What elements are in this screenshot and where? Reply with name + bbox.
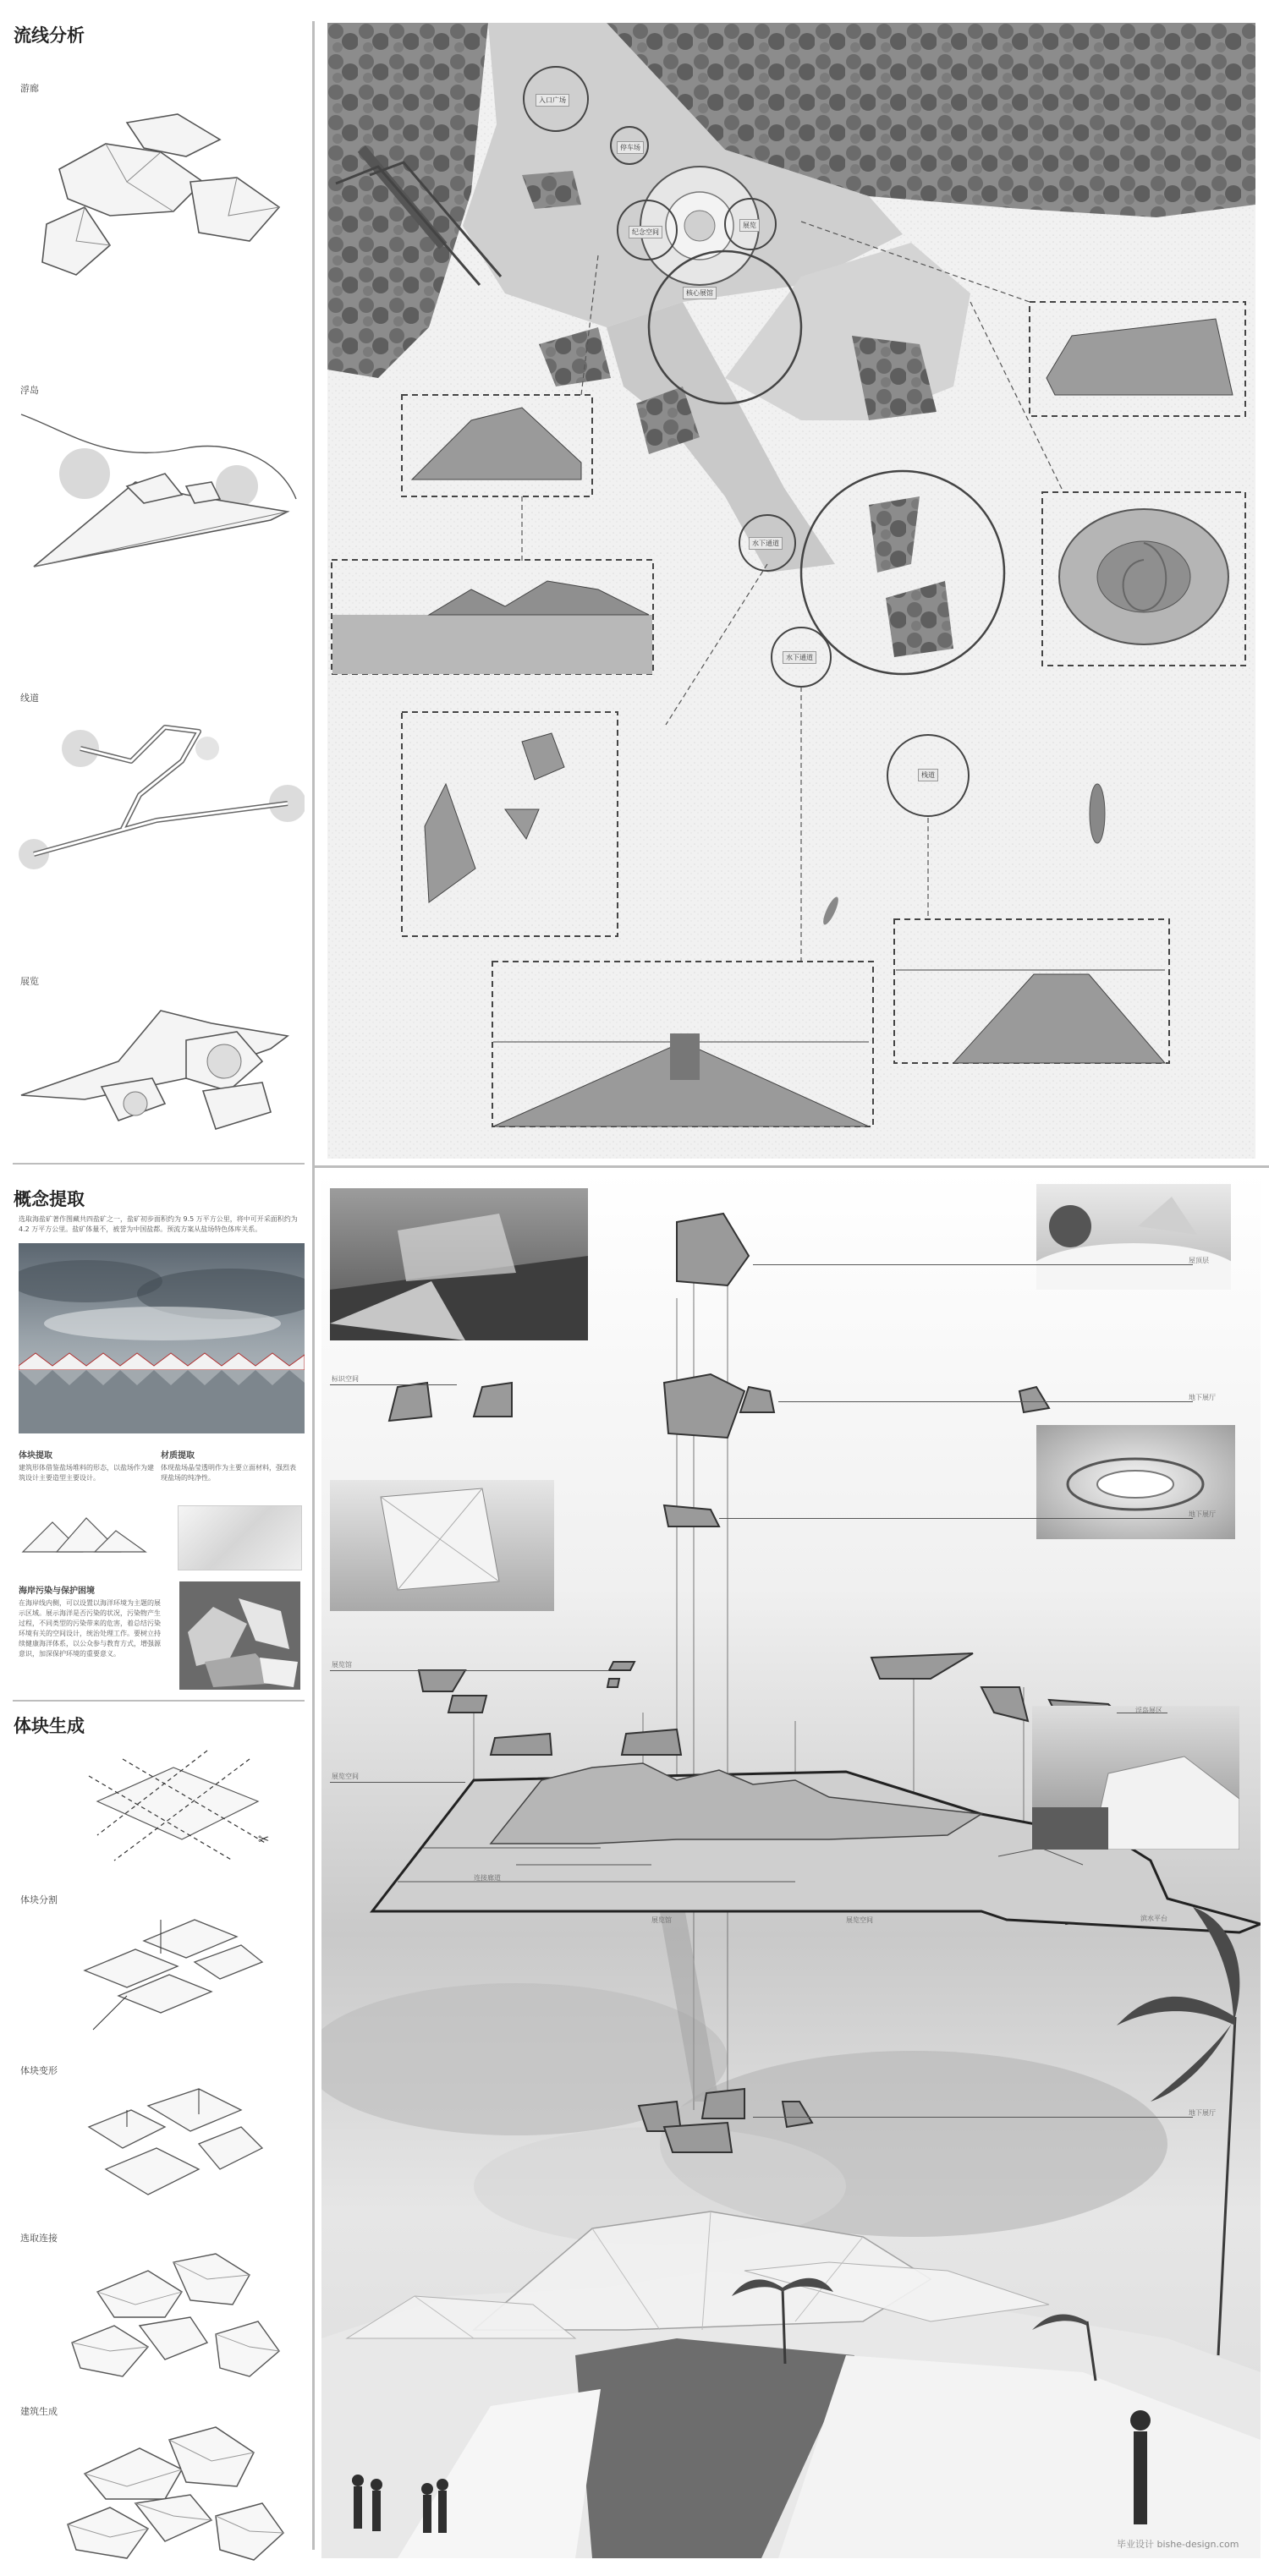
exploded-label-hall-2: 展览馆: [651, 1916, 672, 1924]
watermark: 毕业设计 bishe-design.com: [1117, 2539, 1239, 2550]
exploded-label-identity: 标识空间: [332, 1375, 359, 1383]
label-underwater-channel-2: 水下通道: [783, 651, 816, 664]
label-exhibition: 展览: [739, 219, 760, 232]
left-column-divider: [312, 21, 315, 2550]
label-parking: 停车场: [617, 141, 644, 154]
callout-identity: [330, 1384, 457, 1385]
callout-hall: [330, 1670, 609, 1671]
mass-label-connect: 选取连接: [20, 2233, 58, 2244]
exploded-label-waterfront: 滨水平台: [1140, 1915, 1167, 1922]
inset-photo-dome-interior: [1036, 1425, 1235, 1539]
flow-label-floating-island: 浮岛: [20, 385, 39, 396]
mass-label-deform: 体块变形: [20, 2065, 58, 2076]
flow-diagram-corridor: [25, 97, 296, 292]
concept-paragraph: 选取海盐矿著作图藏共四盐矿之一，盐矿初步面积约为 9.5 万平方公里，将中可开采面积约为 4.2 万平方公里。盐矿体量不，被誉为中国盐都。预流方案从盐场特色体库关系。: [19, 1215, 298, 1233]
pollution-text: 在海岸线内侧，可以设置以海洋环境为主题的展示区域。展示海洋是否污染的状况，污染物产生过程，不同类型的污染带来的危害，着总结污染环境有关的空间设计，统治处理工作。要树立持续健康海洋体系，以公众参与教育方式，增强源意识，加深保护环境的重要意义。: [19, 1599, 161, 1658]
inset-photo-plaza: [330, 1188, 588, 1340]
exploded-label-hall: 展览馆: [332, 1661, 352, 1669]
callout-space: [330, 1782, 465, 1783]
inset-photo-terrace: [1036, 1184, 1231, 1290]
label-entry-plaza: 入口广场: [536, 94, 569, 107]
callout-underground-2: [719, 1518, 1193, 1519]
svg-text:✂: ✂: [258, 1831, 270, 1847]
mass-building-diagram: [59, 2414, 288, 2567]
left-section-divider: [13, 1163, 305, 1165]
label-underwater-channel-1: 水下通道: [749, 537, 783, 550]
block-extract-text: 建筑形体借鉴盐场堆料的形态，以盐场作为建筑设计主要造型主要设计。: [19, 1464, 154, 1482]
label-memorial-space: 纪念空间: [629, 226, 662, 238]
mass-connect-diagram: [63, 2241, 283, 2385]
exploded-label-corridor: 连接廊道: [474, 1874, 501, 1882]
triangle-mound-sketch: [19, 1510, 154, 1560]
material-extract-title: 材质提取: [161, 1451, 195, 1461]
material-extract-text: 体现盐场晶莹透明作为主要立面材料，强烈表现盐场的纯净性。: [161, 1464, 296, 1482]
callout-underground-1: [778, 1401, 1193, 1402]
pollution-photo: [179, 1581, 300, 1690]
glass-material-sample: [178, 1505, 302, 1570]
exploded-label-space: 展览空间: [332, 1773, 359, 1780]
block-extract-title: 体块提取: [19, 1451, 52, 1461]
exploded-axon-panel: [321, 1171, 1261, 2558]
exploded-label-floating: 浮岛展区: [1135, 1707, 1162, 1714]
salt-mound-photo: [19, 1243, 305, 1433]
exploded-label-space-2: 展览空间: [846, 1916, 873, 1924]
mass-deform-diagram: [72, 2076, 266, 2212]
site-plan-panel: [327, 23, 1255, 1159]
flow-analysis-title: 流线分析: [14, 25, 85, 46]
left-section-divider-2: [13, 1700, 305, 1702]
mass-grid-diagram: [80, 1742, 292, 1877]
callout-bottom-underground: [753, 2117, 1193, 2118]
mass-label-split: 体块分割: [20, 1894, 58, 1905]
mass-generation-title: 体块生成: [14, 1716, 85, 1736]
mass-label-building: 建筑生成: [20, 2406, 58, 2417]
label-core-hall: 核心展馆: [683, 287, 717, 299]
flow-diagram-path: [13, 710, 305, 880]
flow-label-path: 线道: [20, 693, 39, 704]
exploded-label-underground-2: 地下展厅: [1189, 1510, 1216, 1518]
flow-label-exhibition: 展览: [20, 976, 39, 987]
concept-title: 概念提取: [14, 1189, 85, 1209]
exploded-label-underground-3: 地下展厅: [1189, 2109, 1216, 2117]
flow-diagram-exhibition: [17, 985, 305, 1146]
exploded-label-underground-1: 地下展厅: [1189, 1394, 1216, 1401]
right-horizontal-divider: [315, 1165, 1269, 1168]
label-boardwalk: 栈道: [918, 769, 938, 781]
mass-split-diagram: [68, 1903, 271, 2038]
inset-photo-glass-hall: [330, 1480, 554, 1611]
flow-diagram-floating-island: [17, 406, 305, 592]
flow-label-corridor: 游廊: [20, 83, 39, 94]
pollution-title: 海岸污染与保护困境: [19, 1587, 95, 1596]
inset-photo-exterior: [1032, 1706, 1239, 1850]
exploded-label-roof: 屋顶层: [1189, 1257, 1209, 1264]
callout-roof: [753, 1264, 1193, 1265]
